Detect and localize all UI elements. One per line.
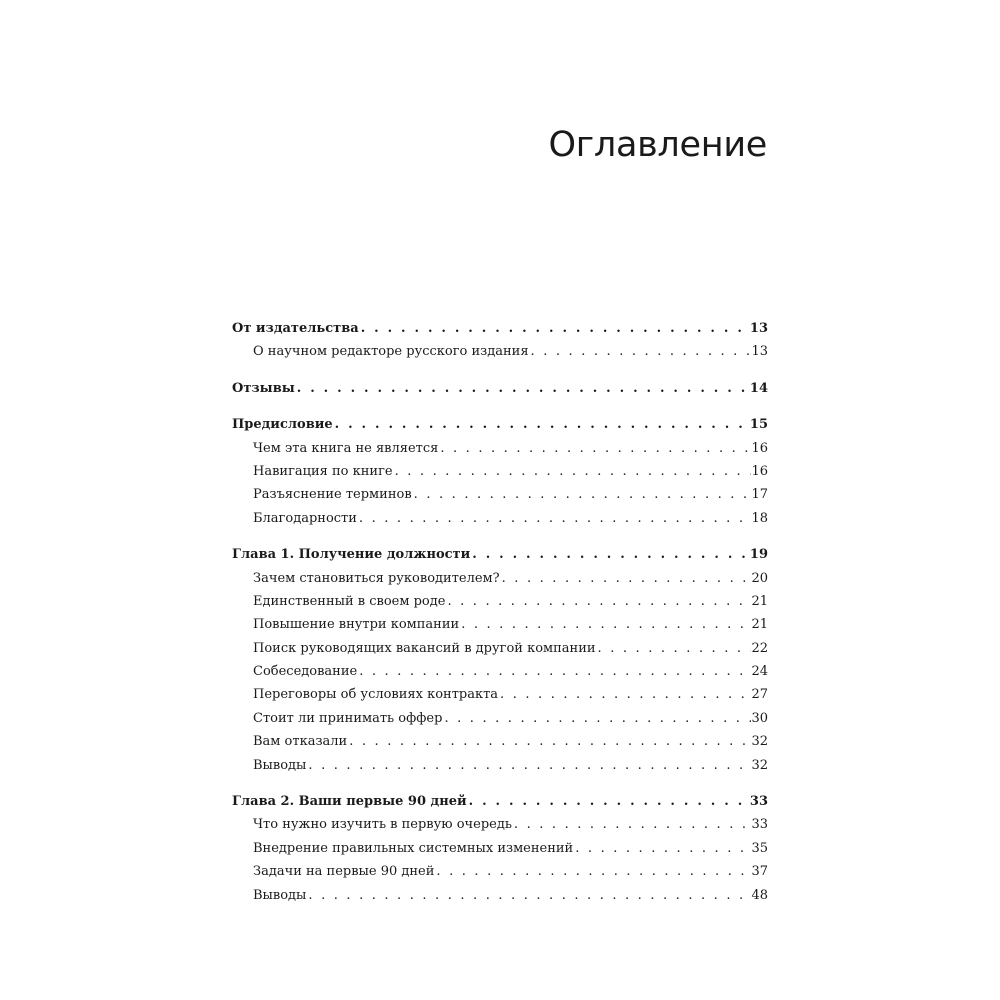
toc-subsection-row bbox=[232, 567, 768, 590]
toc-section-group bbox=[232, 790, 768, 907]
toc-subsection-row bbox=[232, 813, 768, 836]
toc-subsection-row bbox=[232, 340, 768, 363]
toc-dot-leader bbox=[395, 460, 752, 483]
toc-subsection-title: Вам отказали bbox=[253, 734, 348, 750]
toc-subsection-title: Повышение внутри компании bbox=[253, 617, 460, 633]
toc-subsection-title: О научном редакторе русского издания bbox=[253, 344, 529, 360]
toc-subsection-title: Выводы bbox=[253, 757, 307, 773]
toc-subsection-row bbox=[232, 660, 768, 683]
toc-dot-leader bbox=[472, 543, 750, 566]
toc-subsection-title: Внедрение правильных системных изменений bbox=[253, 840, 574, 856]
toc-dot-leader bbox=[359, 660, 751, 683]
toc-section-row bbox=[232, 790, 768, 813]
toc-subsection-title: Переговоры об условиях контракта bbox=[253, 687, 499, 703]
toc-page-number: 21 bbox=[751, 617, 768, 633]
toc-subsection-row bbox=[232, 590, 768, 613]
toc-section-row bbox=[232, 317, 768, 340]
toc-page-number: 19 bbox=[749, 547, 768, 563]
toc-subsection-row bbox=[232, 837, 768, 860]
toc-page-number: 21 bbox=[751, 593, 768, 609]
toc-dot-leader bbox=[598, 637, 752, 660]
toc-section-group bbox=[232, 543, 768, 777]
toc-page-number: 24 bbox=[751, 664, 768, 680]
toc-dot-leader bbox=[335, 413, 750, 436]
page-title: Оглавление bbox=[548, 125, 767, 165]
toc-dot-leader bbox=[361, 317, 750, 340]
toc-subsection-row bbox=[232, 860, 768, 883]
toc-subsection-title: Чем эта книга не является bbox=[253, 440, 439, 456]
toc-subsection-row bbox=[232, 613, 768, 636]
toc-page-number: 18 bbox=[751, 510, 768, 526]
toc-page-number: 33 bbox=[749, 794, 768, 810]
toc-page-number: 15 bbox=[749, 417, 768, 433]
toc-dot-leader bbox=[444, 707, 751, 730]
toc-page-number: 37 bbox=[751, 864, 768, 880]
toc-dot-leader bbox=[469, 790, 750, 813]
toc-dot-leader bbox=[308, 884, 751, 907]
table-of-contents bbox=[232, 317, 768, 920]
toc-subsection-title: Стоит ли принимать оффер bbox=[253, 710, 443, 726]
toc-section-title: От издательства bbox=[232, 321, 359, 336]
toc-page-number: 13 bbox=[749, 321, 768, 336]
toc-subsection-row bbox=[232, 754, 768, 777]
toc-subsection-row bbox=[232, 483, 768, 506]
toc-dot-leader bbox=[440, 437, 751, 460]
toc-subsection-row bbox=[232, 507, 768, 530]
toc-subsection-row bbox=[232, 437, 768, 460]
toc-dot-leader bbox=[436, 860, 751, 883]
toc-dot-leader bbox=[349, 730, 751, 753]
toc-section-group bbox=[232, 377, 768, 400]
toc-dot-leader bbox=[502, 567, 752, 590]
toc-dot-leader bbox=[531, 340, 752, 363]
toc-subsection-title: Поиск руководящих вакансий в другой компании bbox=[253, 640, 596, 656]
toc-page-number: 17 bbox=[751, 487, 768, 503]
toc-page-number: 32 bbox=[751, 734, 768, 750]
toc-page-number: 35 bbox=[751, 840, 768, 856]
toc-dot-leader bbox=[359, 507, 752, 530]
toc-subsection-title: Единственный в своем роде bbox=[253, 593, 446, 609]
toc-section-title: Глава 1. Получение должности bbox=[232, 547, 471, 563]
toc-page-number: 13 bbox=[751, 344, 768, 360]
toc-subsection-title: Разъяснение терминов bbox=[253, 487, 412, 503]
toc-dot-leader bbox=[575, 837, 751, 860]
toc-subsection-title: Что нужно изучить в первую очередь bbox=[253, 817, 512, 833]
toc-subsection-row bbox=[232, 683, 768, 706]
toc-section-row bbox=[232, 377, 768, 400]
toc-subsection-title: Задачи на первые 90 дней bbox=[253, 864, 435, 880]
toc-section-title: Отзывы bbox=[232, 380, 295, 396]
toc-subsection-row bbox=[232, 637, 768, 660]
toc-section-title: Предисловие bbox=[232, 417, 333, 433]
toc-subsection-title: Выводы bbox=[253, 887, 307, 903]
toc-dot-leader bbox=[297, 377, 750, 400]
toc-dot-leader bbox=[447, 590, 751, 613]
toc-page-number: 27 bbox=[751, 687, 768, 703]
toc-dot-leader bbox=[414, 483, 752, 506]
toc-subsection-title: Зачем становиться руководителем? bbox=[253, 570, 500, 586]
toc-subsection-row bbox=[232, 884, 768, 907]
toc-dot-leader bbox=[461, 613, 751, 636]
toc-subsection-title: Собеседование bbox=[253, 664, 358, 680]
toc-page-number: 32 bbox=[751, 757, 768, 773]
toc-section-group bbox=[232, 317, 768, 364]
toc-page-number: 16 bbox=[751, 463, 768, 479]
toc-subsection-title: Навигация по книге bbox=[253, 463, 393, 479]
toc-page-number: 14 bbox=[749, 380, 768, 396]
toc-section-group bbox=[232, 413, 768, 530]
toc-page-number: 33 bbox=[751, 817, 768, 833]
toc-page-number: 16 bbox=[751, 440, 768, 456]
toc-subsection-title: Благодарности bbox=[253, 510, 357, 526]
toc-subsection-row bbox=[232, 460, 768, 483]
toc-section-row bbox=[232, 543, 768, 566]
toc-dot-leader bbox=[500, 683, 751, 706]
toc-subsection-row bbox=[232, 730, 768, 753]
toc-page-number: 48 bbox=[751, 887, 768, 903]
toc-page-number: 20 bbox=[751, 570, 768, 586]
toc-dot-leader bbox=[514, 813, 752, 836]
toc-section-row bbox=[232, 413, 768, 436]
toc-section-title: Глава 2. Ваши первые 90 дней bbox=[232, 794, 467, 810]
toc-dot-leader bbox=[308, 754, 751, 777]
toc-subsection-row bbox=[232, 707, 768, 730]
toc-page-number: 22 bbox=[751, 640, 768, 656]
toc-page-number: 30 bbox=[751, 710, 768, 726]
